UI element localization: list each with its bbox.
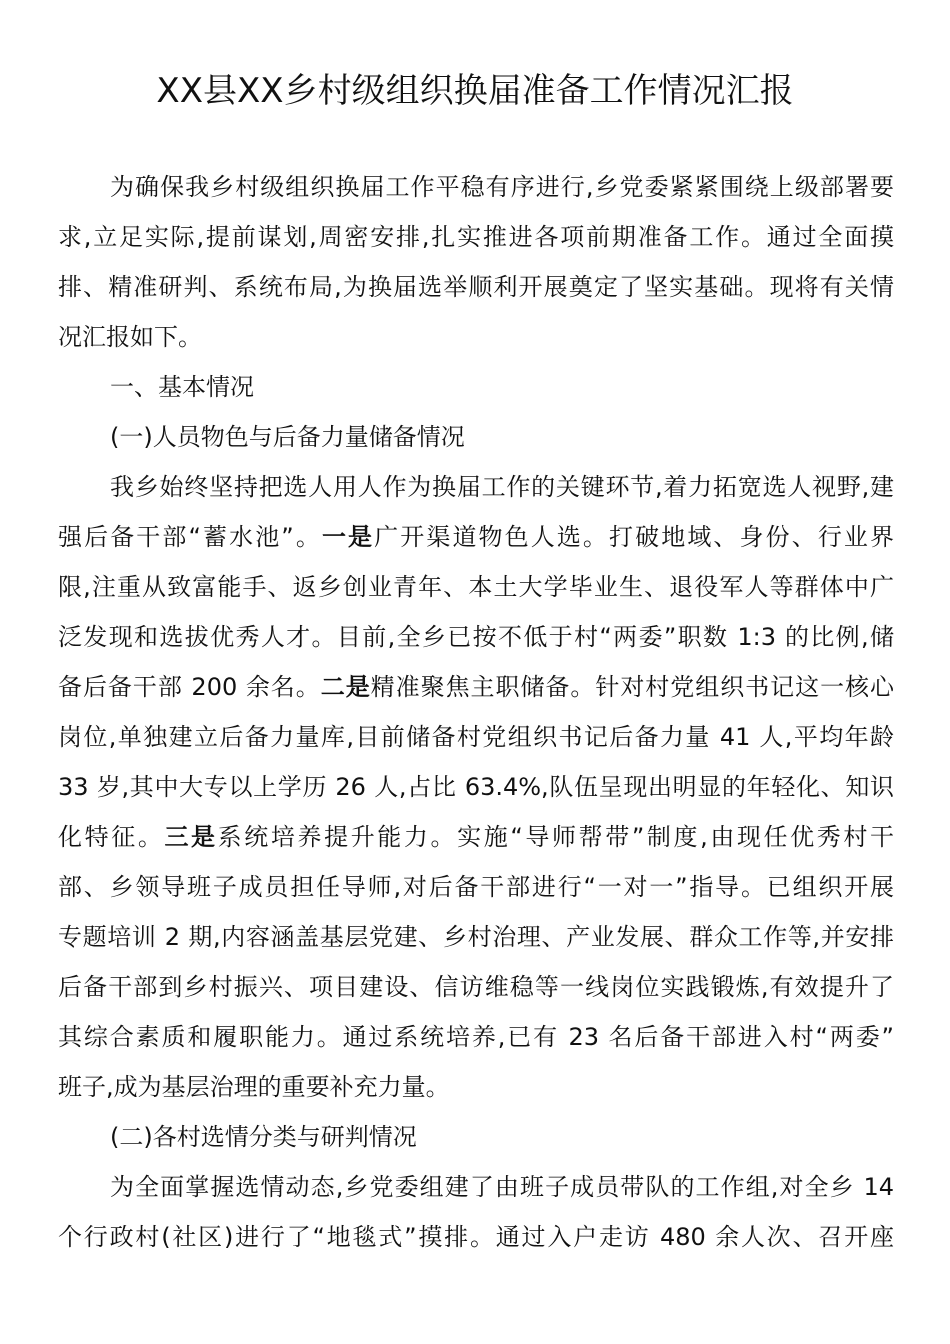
paragraph-line: 33 岁,其中大专以上学历 26 人,占比 63.4%,队伍呈现出明显的年轻化、知识 <box>58 773 894 801</box>
line-text: 系统培养提升能力。实施“导师帮带”制度,由现任优秀村干 <box>217 823 894 851</box>
paragraph-line: 排、精准研判、系统布局,为换届选举顺利开展奠定了坚实基础。现将有关情 <box>58 273 894 301</box>
document-title: XX县XX乡村级组织换届准备工作情况汇报 <box>156 71 794 111</box>
emphasis-label: 三是 <box>164 823 218 851</box>
line-text: 备后备干部 200 余名。 <box>58 673 321 701</box>
paragraph-line: (一)人员物色与后备力量储备情况 <box>110 423 465 451</box>
paragraph-line: 其综合素质和履职能力。通过系统培养,已有 23 名后备干部进入村“两委” <box>58 1023 894 1051</box>
emphasis-label: 二是 <box>320 673 371 701</box>
paragraph-line: 况汇报如下。 <box>58 323 202 351</box>
document-body <box>58 162 894 1262</box>
paragraph-line: 一、基本情况 <box>110 373 254 401</box>
paragraph-line: 为确保我乡村级组织换届工作平稳有序进行,乡党委紧紧围绕上级部署要 <box>110 173 894 201</box>
paragraph-line: 后备干部到乡村振兴、项目建设、信访维稳等一线岗位实践锻炼,有效提升了 <box>58 973 894 1001</box>
paragraph-line: 岗位,单独建立后备力量库,目前储备村党组织书记后备力量 41 人,平均年龄 <box>58 723 894 751</box>
paragraph-line: 我乡始终坚持把选人用人作为换届工作的关键环节,着力拓宽选人视野,建 <box>110 473 894 501</box>
line-text: 化特征。 <box>58 823 165 851</box>
paragraph-line: 个行政村(社区)进行了“地毯式”摸排。通过入户走访 480 余人次、召开座 <box>58 1223 894 1251</box>
line-text: 广开渠道物色人选。打破地域、身份、行业界 <box>374 523 895 551</box>
paragraph-line: 为全面掌握选情动态,乡党委组建了由班子成员带队的工作组,对全乡 14 <box>110 1173 894 1201</box>
paragraph-line <box>58 512 894 562</box>
emphasis-label: 一是 <box>321 523 375 551</box>
paragraph-line: 限,注重从致富能手、返乡创业青年、本土大学毕业生、退役军人等群体中广 <box>58 573 894 601</box>
paragraph-line: 部、乡领导班子成员担任导师,对后备干部进行“一对一”指导。已组织开展 <box>58 873 894 901</box>
paragraph-line: 班子,成为基层治理的重要补充力量。 <box>58 1073 450 1101</box>
paragraph-line: 求,立足实际,提前谋划,周密安排,扎实推进各项前期准备工作。通过全面摸 <box>58 223 894 251</box>
paragraph-line: 专题培训 2 期,内容涵盖基层党建、乡村治理、产业发展、群众工作等,并安排 <box>58 923 894 951</box>
paragraph-line <box>58 812 894 862</box>
paragraph-line: 泛发现和选拔优秀人才。目前,全乡已按不低于村“两委”职数 1:3 的比例,储 <box>58 623 894 651</box>
paragraph-line <box>58 662 894 712</box>
line-text: 精准聚焦主职储备。针对村党组织书记这一核心 <box>370 673 894 701</box>
line-text: 强后备干部“蓄水池”。 <box>58 523 322 551</box>
paragraph-line: (二)各村选情分类与研判情况 <box>110 1123 417 1151</box>
